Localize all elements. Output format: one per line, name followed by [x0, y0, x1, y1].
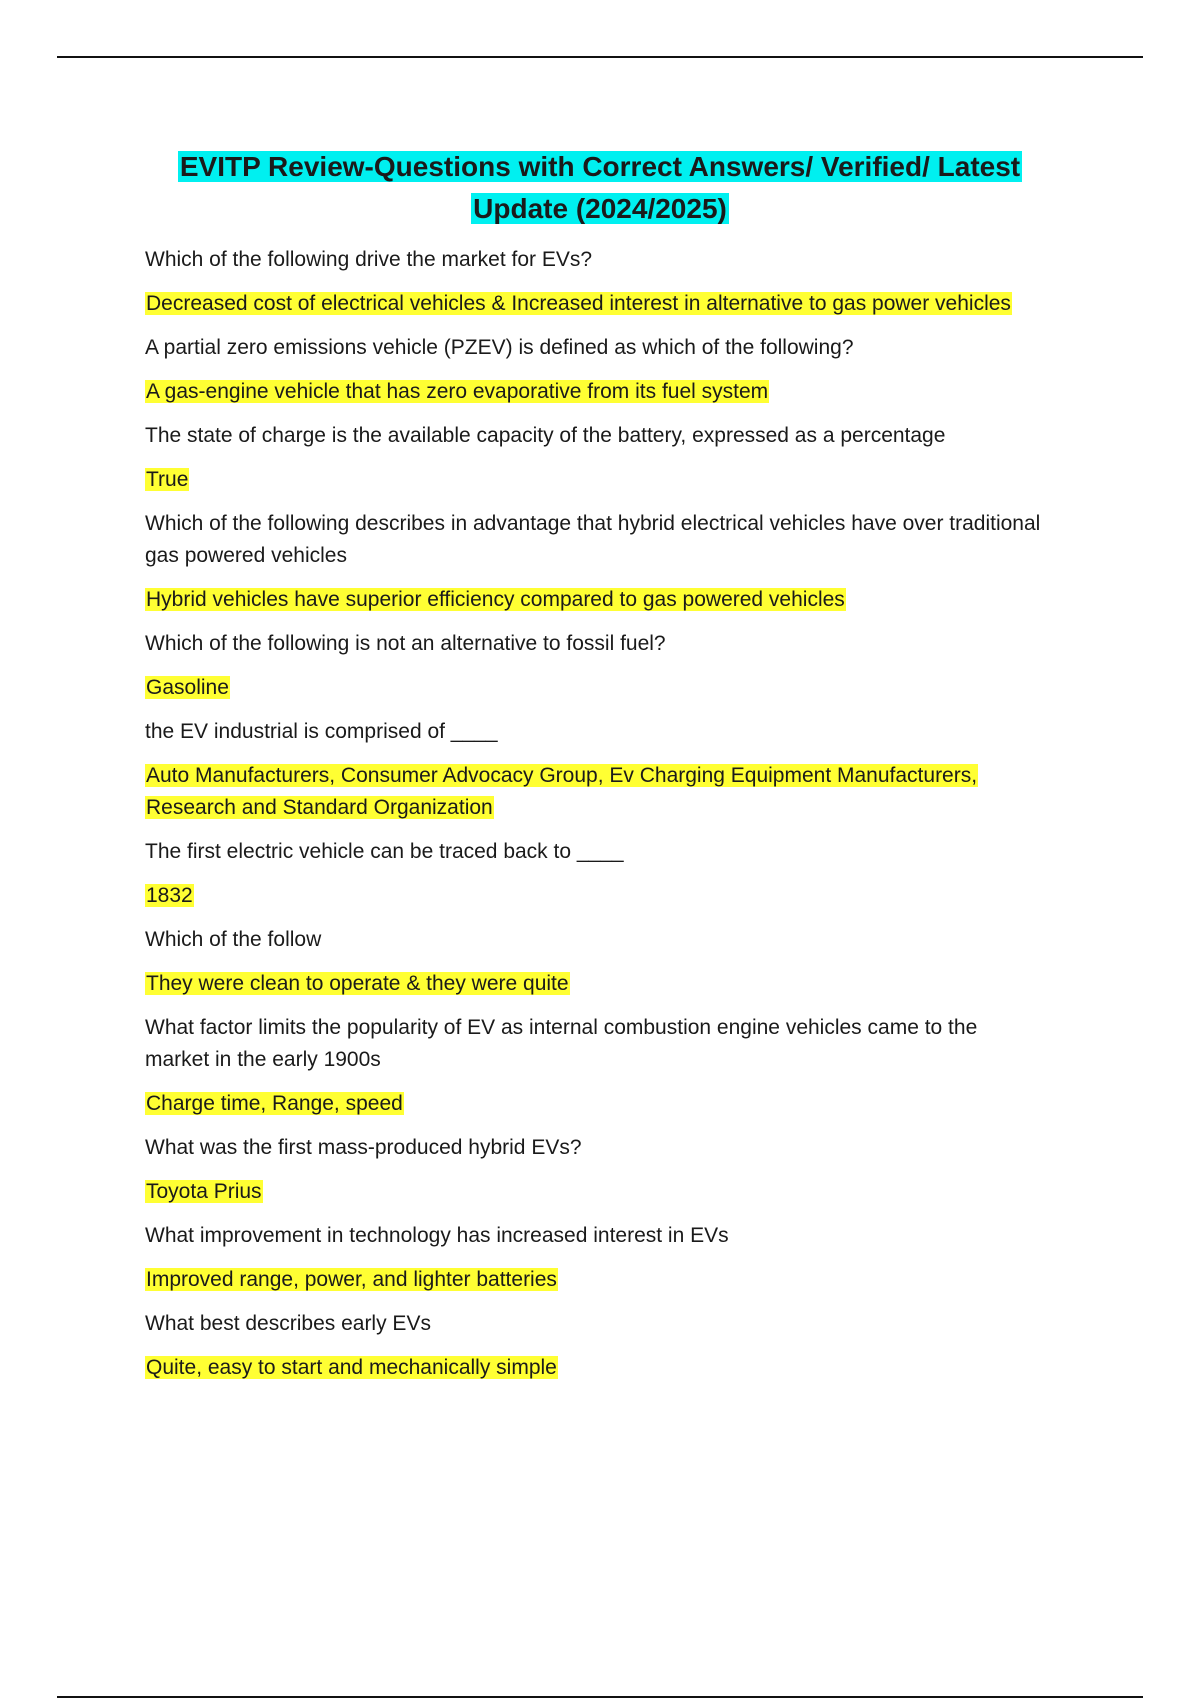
answer-1 — [145, 288, 1045, 320]
top-rule — [57, 56, 1143, 58]
bottom-rule — [57, 1696, 1143, 1698]
question-4: Which of the following describes in advantage that hybrid electrical vehicles have over traditional gas powered vehicles — [145, 512, 1041, 567]
answer-12-text: Quite, easy to start and mechanically simple — [146, 1356, 557, 1379]
answer-11-text: Improved range, power, and lighter batteries — [146, 1268, 557, 1291]
document-title — [100, 146, 1100, 230]
question-1: Which of the following drive the market for EVs? — [145, 248, 593, 271]
answer-6-text: Auto Manufacturers, Consumer Advocacy Group, Ev Charging Equipment Manufacturers, Research and Standard Organization — [146, 764, 978, 819]
answer-10 — [145, 1176, 1045, 1208]
answer-10-text: Toyota Prius — [146, 1180, 262, 1203]
answer-8-text: They were clean to operate & they were quite — [146, 972, 569, 995]
answer-3 — [145, 464, 1045, 496]
answer-2-text: A gas-engine vehicle that has zero evaporative from its fuel system — [146, 380, 769, 403]
title-line-2: Update (2024/2025) — [473, 193, 727, 224]
answer-6 — [145, 760, 1045, 824]
question-2: A partial zero emissions vehicle (PZEV) is defined as which of the following? — [145, 336, 854, 359]
answer-5 — [145, 672, 1045, 704]
title-line-1: EVITP Review-Questions with Correct Answers/ Verified/ Latest — [179, 151, 1021, 182]
answer-9 — [145, 1088, 1045, 1120]
answer-1-text: Decreased cost of electrical vehicles & Increased interest in alternative to gas power vehicles — [146, 292, 1011, 315]
answer-5-text: Gasoline — [146, 676, 229, 699]
answer-9-text: Charge time, Range, speed — [146, 1092, 403, 1115]
answer-4-text: Hybrid vehicles have superior efficiency compared to gas powered vehicles — [146, 588, 845, 611]
answer-8 — [145, 968, 1045, 1000]
question-6: the EV industrial is comprised of ____ — [145, 720, 498, 743]
answer-3-text: True — [146, 468, 189, 491]
answer-7 — [145, 880, 1045, 912]
question-8: Which of the follow — [145, 928, 322, 951]
answer-7-text: 1832 — [146, 884, 193, 907]
question-11: What improvement in technology has increased interest in EVs — [145, 1224, 729, 1247]
question-7: The first electric vehicle can be traced back to ____ — [145, 840, 624, 863]
qa-list — [145, 244, 1045, 1396]
answer-4 — [145, 584, 1045, 616]
question-10: What was the first mass-produced hybrid EVs? — [145, 1136, 582, 1159]
question-5: Which of the following is not an alternative to fossil fuel? — [145, 632, 666, 655]
answer-2 — [145, 376, 1045, 408]
answer-12 — [145, 1352, 1045, 1384]
question-12: What best describes early EVs — [145, 1312, 431, 1335]
answer-11 — [145, 1264, 1045, 1296]
question-3: The state of charge is the available capacity of the battery, expressed as a percentage — [145, 424, 946, 447]
question-9: What factor limits the popularity of EV as internal combustion engine vehicles came to the market in the early 1900s — [145, 1016, 978, 1071]
